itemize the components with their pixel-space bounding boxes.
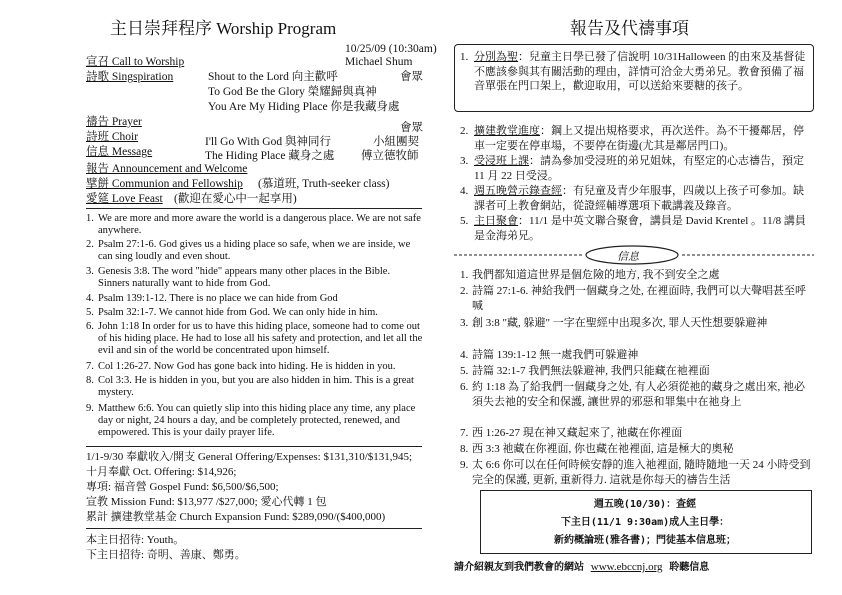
website-link[interactable]: www.ebccnj.org <box>590 561 663 573</box>
song-title: You Are My Hiding Place 你是我藏身處 <box>208 101 400 113</box>
finance-line: 累計 擴建教堂基金 Church Expansion Fund: $289,090/($400,000) <box>86 511 386 523</box>
message-title: The Hiding Place 藏身之處 <box>205 150 335 162</box>
program-communion: 擘餅 Communion and Fellowship <box>86 178 243 190</box>
divider <box>86 208 422 209</box>
program-choir: 詩班 Choir <box>86 131 139 143</box>
schedule-line: 新約概論班(雅各書)；門徒基本信息班； <box>553 535 737 546</box>
host-this-sunday: 本主日招待: Youth。 <box>86 534 185 546</box>
choir-song: I'll Go With God 與神同行 <box>205 136 331 148</box>
footer <box>454 558 814 576</box>
footer-prefix: 請介紹親友到我們教會的網站 <box>454 562 584 573</box>
footer-suffix: 聆聽信息 <box>669 562 710 573</box>
announcements-column: 報告及代禱事項 1. 分別為聖：兒童主日學已發了信說明 10/31Halloween 的由來及基督徒不應該參與其有關活動的理由，詳情可洽金大勇弟兄。教會預備了福音單張在門口架上，歡迎取用，可以送給來要糖的孩子。 2. 擴建教堂進度：鋼上又提出規格要求，再次送件。為不干擾鄰居，停車一定要在停車場，不要停在街邊(尤其是鄰居門口)。 3. 受浸班上課：請為參加受浸班的弟兄姐妹，有堅定的心志禱告，預定 11 月 22 日受浸。 4. 週五晚營示錄查經：有兒童及青少年服事，四歲以上孩子可參加。缺課者可上教會網站，從證經輔導選項下載講義及錄音。 5. 主日聚會：11/1 是中英文聯合聚會，講員是 David Krentel 。11/8 講員是金海弟兄。 信息 1. 我們都知道這世界是個危險的地方, 我不到安全之處 2. 詩篇 27:1-6. 神給我們一個藏身之处, 在裡面時, 我們可以大聲唱甚至呼喊 3. 創 3:8 "藏, 躲避" 一字在聖經中出現多次, 罪人天性想要躲避神 4. 詩篇 139:1-12 無一處我們可躲避神 5. 詩篇 32:1-7 我們無法躲避神, 我們只能藏在祂裡面 6. 約 1:18 為了給我們一個藏身之处, 有人必須從祂的藏身之處出來, 祂必須失去祂的安全和保護, 讓世界的邪惡和罪集中在祂身上 7. 西 1:26-27 現在神又藏起來了, 祂藏在你裡面 8. 西 3:3 祂藏在你裡面, 你也藏在祂裡面, 這是極大的奧秘 9. 太 6:6 你可以在任何時候安靜的進入祂裡面, 隨時隨地一天 24 小時受到完全的保護, 更新, 重新得力. 這就是你每天的禱告生活 週五晚(10/30)：查經 下主日(11/1 9:30am)成人主日學： 新約概論班(雅各書)；門徒基本信息班； 請介紹親友到我們教會的網站 www.ebccnj.org 聆聽信息 <box>432 0 842 595</box>
finance-line: 十月奉獻 Oct. Offering: $14,926; <box>86 466 237 478</box>
divider-label: 信息 <box>617 251 639 263</box>
program-extra: (歡迎在愛心中一起享用) <box>174 193 297 205</box>
program-leader: 會眾 <box>400 71 423 83</box>
worship-program-column: 主日崇拜程序 Worship Program 10/25/09 (10:30am) 宣召 Call to Worship Michael Shum 詩歌 Singspiration Shout to the Lord 向主歡呼 會眾 To God Be the Glory 榮耀歸與真神 You Are My Hiding Place 你是我藏身處 禱告 Prayer 會眾 詩班 Choir I'll Go With God 與神同行 小組團契 信息 Message The Hiding Place 藏身之處 傅立德牧師 報告 Announcement and Welcome 擘餅 Communion and Fellowship (慕道班, Truth-seeker class) 愛筵 Love Feast (歡迎在愛心中一起享用) 1. We are more and more aware the world is a dangerous place. We are not safe anywhere. 2. Psalm 27:1-6. God gives us a hiding place so safe, when we are inside, we can sing loudly and even shout. 3. Genesis 3:8. The word "hide" appears many other places in the Bible. Sinners naturally want to hide from God. 4. Psalm 139:1-12. There is no place we can hide from God 5. Psalm 32:1-7. We cannot hide from God. We can only hide in him. 6. John 1:18 In order for us to have this hiding place, someone had to come out of his hiding place. He had to lose all his safety and protection, and let all the evil and sin of the world be concentrated upon himself. 7. Col 1:26-27. Now God has gone back into hiding. He is hidden in you. 8. Col 3:3. He is hidden in you, but you are also hidden in him. This is a great mystery. 9. Matthew 6:6. You can quietly slip into this hiding place any time, any place day or night, 24 hours a day, and be completely protected, renewed, and empowered. This is your daily prayer life. 1/1-9/30 奉獻收入/開支 General Offering/Expenses: $131,310/$131,945; 十月奉獻 Oct. Offering: $14,926; 專項: 福音營 Gospel Fund: $6,500/$6,500; 宣教 Mission Fund: $13,977 /$27,000; 愛心代轉 1 包 累計 擴建教堂基金 Church Expansion Fund: $289,090/($400,000) 本主日招待: Youth。 下主日招待: 奇明、善康、鄭勇。 <box>0 0 430 595</box>
program-message: 信息 Message <box>86 146 153 158</box>
program-prayer: 禱告 Prayer <box>86 116 142 128</box>
schedule-line: 週五晚(10/30)：查經 <box>593 499 697 510</box>
song-title: To God Be the Glory 榮耀歸與真神 <box>208 86 377 98</box>
program-leader: 會眾 <box>400 122 423 134</box>
program-call-to-worship: 宣召 Call to Worship <box>86 56 185 68</box>
service-datetime: 10/25/09 (10:30am) <box>345 43 437 55</box>
program-leader: 小組團契 <box>373 136 419 148</box>
finance-line: 宣教 Mission Fund: $13,977 /$27,000; 愛心代轉 1 包 <box>86 496 327 508</box>
finance-line: 專項: 福音營 Gospel Fund: $6,500/$6,500; <box>86 481 279 493</box>
song-title: Shout to the Lord 向主歡呼 <box>208 71 338 83</box>
program-singspiration: 詩歌 Singspiration <box>86 71 174 83</box>
divider <box>86 528 422 529</box>
page-title: 主日崇拜程序 Worship Program <box>110 19 337 38</box>
program-leader: 傅立德牧師 <box>361 150 419 162</box>
program-announcement: 報告 Announcement and Welcome <box>86 163 248 175</box>
program-leader: Michael Shum <box>345 56 413 68</box>
announcements-title: 報告及代禱事項 <box>570 19 689 38</box>
schedule-line: 下主日(11/1 9:30am)成人主日學： <box>560 517 730 528</box>
divider <box>86 446 422 447</box>
finance-line: 1/1-9/30 奉獻收入/開支 General Offering/Expenses: $131,310/$131,945; <box>86 451 413 463</box>
host-next-sunday: 下主日招待: 奇明、善康、鄭勇。 <box>86 549 246 561</box>
program-extra: (慕道班, Truth-seeker class) <box>258 178 390 190</box>
program-love-feast: 愛筵 Love Feast <box>86 193 163 205</box>
